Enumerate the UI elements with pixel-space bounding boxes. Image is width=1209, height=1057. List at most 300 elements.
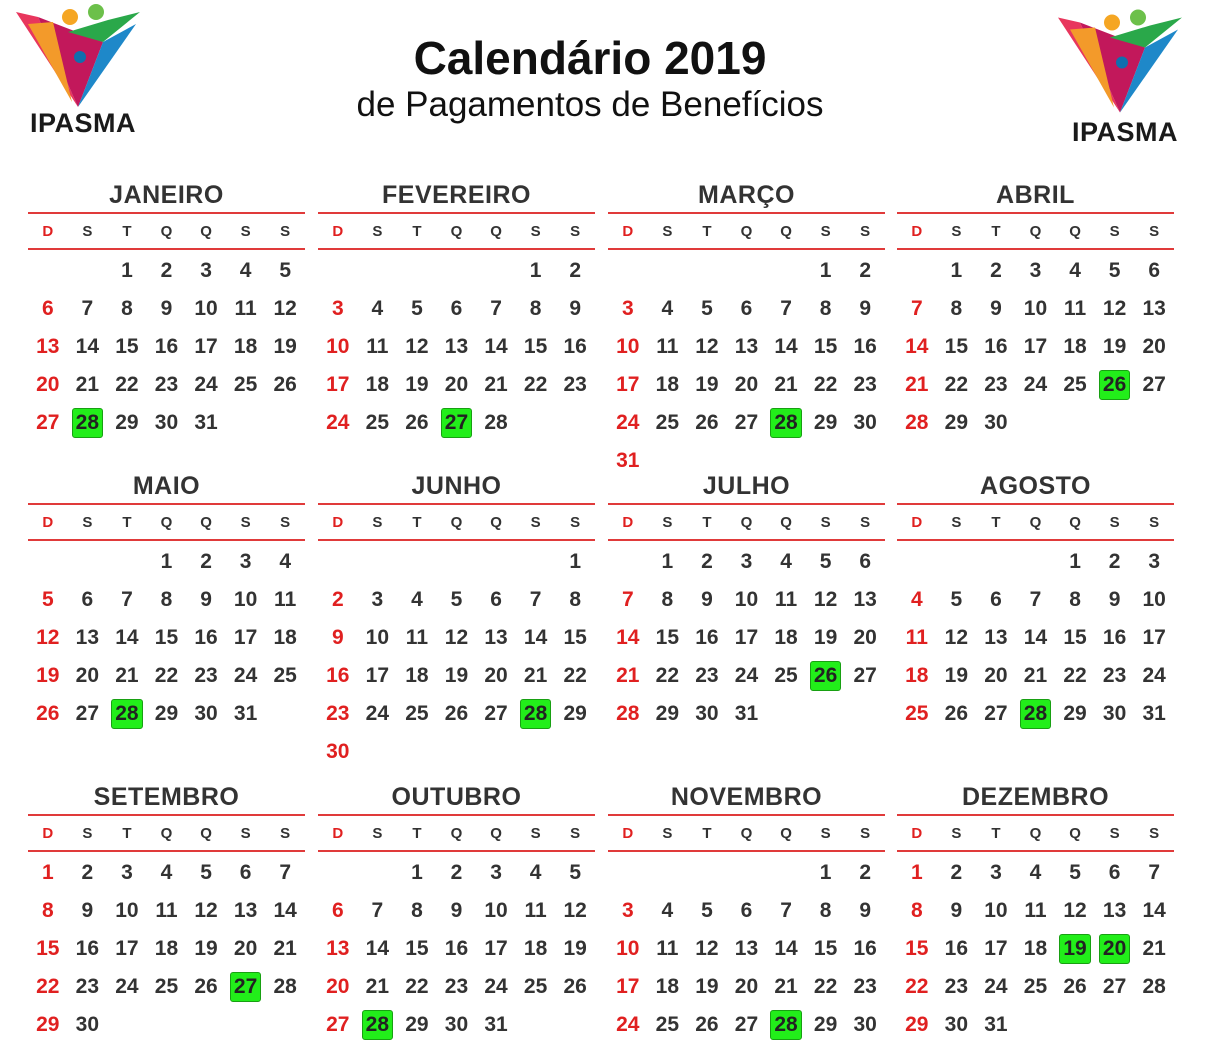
- day-number: 18: [1063, 335, 1087, 358]
- calendar-day: [897, 695, 937, 733]
- calendar-day: [976, 1006, 1016, 1044]
- calendar-day: [147, 252, 187, 290]
- calendar-day: [845, 366, 885, 404]
- calendar-day: [1016, 968, 1056, 1006]
- day-number: 2: [859, 861, 871, 884]
- day-number: 11: [234, 297, 257, 320]
- day-number: 28: [111, 699, 142, 729]
- day-number: 25: [655, 1013, 680, 1036]
- calendar-day: [555, 968, 595, 1006]
- calendar-day: [1095, 290, 1135, 328]
- weekday-label: S: [860, 513, 871, 531]
- weekday-label: D: [332, 824, 344, 842]
- calendar-day: [976, 695, 1016, 733]
- day-number: 23: [444, 975, 469, 998]
- weekday-label: D: [622, 824, 634, 842]
- day-number: 28: [905, 411, 929, 434]
- day-number: 27: [1142, 373, 1166, 396]
- calendar-day: [976, 290, 1016, 328]
- day-empty: [687, 854, 727, 892]
- day-number: 16: [944, 937, 969, 960]
- day-number: 3: [331, 297, 344, 320]
- day-number: 14: [484, 335, 508, 358]
- day-number: 29: [1063, 702, 1087, 725]
- calendar-day: [226, 328, 266, 366]
- day-empty: [897, 252, 937, 290]
- weekday-label: Q: [200, 222, 212, 240]
- calendar-day: [318, 695, 358, 733]
- calendar-day: [358, 366, 398, 404]
- weekday-label: S: [1149, 824, 1160, 842]
- calendar-day: [1095, 695, 1135, 733]
- day-empty: [437, 543, 477, 581]
- day-number: 26: [405, 411, 429, 434]
- weekday-label: Q: [160, 222, 173, 240]
- day-number: 16: [326, 664, 350, 687]
- day-number: 15: [813, 937, 838, 960]
- day-number: 21: [1023, 664, 1048, 687]
- day-grid: [608, 250, 885, 480]
- calendar-day: [358, 968, 398, 1006]
- day-number: 31: [984, 1013, 1008, 1036]
- calendar-day: [555, 657, 595, 695]
- day-number: 22: [115, 373, 139, 396]
- calendar-day: [1134, 543, 1174, 581]
- calendar-day: [976, 328, 1016, 366]
- day-number: 18: [905, 664, 929, 687]
- day-number: 7: [780, 899, 792, 922]
- day-number: 22: [1063, 664, 1087, 687]
- month-calendar: [318, 178, 595, 442]
- calendar-day: [727, 619, 767, 657]
- calendar-day: [976, 366, 1016, 404]
- weekday-label: S: [662, 513, 673, 531]
- day-number: 19: [695, 373, 719, 396]
- weekday-label: D: [332, 222, 344, 240]
- day-number: 15: [36, 937, 60, 960]
- day-number: 10: [734, 588, 759, 611]
- day-number: 19: [444, 664, 469, 687]
- calendar-day: [437, 328, 477, 366]
- day-number: 28: [770, 1010, 801, 1040]
- weekday-label: T: [122, 513, 132, 531]
- calendar-day: [147, 543, 187, 581]
- calendar-day: [648, 581, 688, 619]
- calendar-day: [397, 404, 437, 442]
- day-number: 2: [200, 550, 212, 573]
- calendar-day: [226, 581, 266, 619]
- day-number: 18: [655, 373, 680, 396]
- weekday-header: [897, 505, 1174, 539]
- weekday-label: Q: [740, 824, 753, 842]
- weekday-label: T: [412, 824, 422, 842]
- calendar-day: [265, 543, 305, 581]
- weekday-label: Q: [780, 222, 792, 240]
- day-number: 3: [200, 259, 212, 282]
- weekday-label: S: [662, 824, 673, 842]
- day-number: 29: [944, 411, 969, 434]
- calendar-day: [107, 854, 147, 892]
- calendar-day: [1134, 892, 1174, 930]
- weekday-label: D: [622, 222, 634, 240]
- calendar-day: [727, 328, 767, 366]
- weekday-label: S: [860, 222, 871, 240]
- calendar-day: [1055, 892, 1095, 930]
- calendar-day: [687, 930, 727, 968]
- calendar-day: [68, 695, 108, 733]
- day-number: 27: [36, 411, 60, 434]
- day-grid: [28, 250, 305, 442]
- weekday-label: S: [1109, 824, 1120, 842]
- calendar-day: [976, 892, 1016, 930]
- day-number: 24: [616, 411, 640, 434]
- day-number: 6: [81, 588, 94, 611]
- weekday-label: S: [372, 824, 383, 842]
- calendar-day: [555, 619, 595, 657]
- day-number: 6: [990, 588, 1002, 611]
- day-number: 6: [41, 297, 54, 320]
- day-number: 16: [194, 626, 218, 649]
- calendar-day: [318, 581, 358, 619]
- day-number: 16: [853, 937, 877, 960]
- day-number: 12: [695, 937, 719, 960]
- calendar-day: [358, 328, 398, 366]
- day-number: 21: [523, 664, 548, 687]
- day-number: 27: [734, 1013, 759, 1036]
- day-number: 1: [529, 259, 542, 282]
- day-number: 22: [813, 373, 838, 396]
- calendar-day: [476, 892, 516, 930]
- day-number: 16: [1102, 626, 1127, 649]
- day-number: 12: [813, 588, 838, 611]
- calendar-day: [727, 968, 767, 1006]
- day-number: 6: [239, 861, 252, 884]
- day-number: 19: [944, 664, 969, 687]
- page-title: Calendário 2019: [413, 32, 767, 84]
- day-number: 14: [1142, 899, 1166, 922]
- calendar-day: [265, 892, 305, 930]
- day-number: 16: [444, 937, 469, 960]
- day-number: 23: [1102, 664, 1127, 687]
- day-number: 3: [121, 861, 133, 884]
- day-number: 15: [1063, 626, 1087, 649]
- day-number: 5: [701, 297, 713, 320]
- day-empty: [976, 543, 1016, 581]
- day-number: 13: [444, 335, 469, 358]
- day-number: 3: [239, 550, 252, 573]
- day-number: 28: [1142, 975, 1166, 998]
- calendar-day: [1134, 968, 1174, 1006]
- calendar-day: [107, 657, 147, 695]
- day-number: 9: [331, 626, 344, 649]
- day-empty: [28, 252, 68, 290]
- logo-text: IPASMA: [29, 108, 136, 138]
- day-empty: [516, 543, 556, 581]
- weekday-label: S: [240, 513, 251, 531]
- day-number: 13: [734, 335, 759, 358]
- payment-day: [1016, 695, 1056, 733]
- calendar-day: [397, 657, 437, 695]
- day-number: 23: [944, 975, 969, 998]
- month-name: DEZEMBRO: [961, 783, 1110, 811]
- calendar-day: [265, 854, 305, 892]
- day-grid: [608, 541, 885, 733]
- weekday-label: T: [702, 513, 712, 531]
- calendar-day: [28, 657, 68, 695]
- calendar-day: [806, 404, 846, 442]
- day-number: 19: [695, 975, 719, 998]
- weekday-label: Q: [740, 513, 753, 531]
- day-number: 15: [154, 626, 179, 649]
- day-number: 22: [813, 975, 838, 998]
- calendar-day: [687, 968, 727, 1006]
- day-empty: [727, 252, 767, 290]
- day-number: 8: [160, 588, 173, 611]
- calendar-day: [68, 1006, 108, 1044]
- weekday-label: Q: [1029, 824, 1042, 842]
- day-number: 24: [984, 975, 1008, 998]
- calendar-day: [845, 543, 885, 581]
- day-number: 15: [813, 335, 838, 358]
- calendar-day: [937, 328, 977, 366]
- weekday-label: Q: [740, 222, 753, 240]
- day-number: 20: [853, 626, 877, 649]
- weekday-label: S: [1109, 222, 1120, 240]
- day-number: 18: [365, 373, 390, 396]
- day-grid: [318, 541, 595, 771]
- calendar-day: [806, 619, 846, 657]
- calendar-day: [437, 657, 477, 695]
- day-number: 4: [661, 297, 674, 320]
- day-number: 20: [484, 664, 508, 687]
- day-number: 1: [819, 259, 832, 282]
- calendar-day: [516, 657, 556, 695]
- payment-day: [806, 657, 846, 695]
- day-number: 20: [233, 937, 258, 960]
- calendar-day: [1134, 581, 1174, 619]
- weekday-label: T: [122, 222, 132, 240]
- calendar-day: [766, 366, 806, 404]
- calendar-day: [28, 930, 68, 968]
- day-number: 9: [859, 899, 871, 922]
- calendar-day: [358, 695, 398, 733]
- calendar-day: [976, 404, 1016, 442]
- day-number: 14: [905, 335, 929, 358]
- calendar-day: [608, 404, 648, 442]
- day-number: 24: [194, 373, 218, 396]
- day-number: 21: [75, 373, 100, 396]
- calendar-day: [608, 328, 648, 366]
- calendar-day: [147, 892, 187, 930]
- month-calendar: [608, 469, 885, 733]
- month-name: MAIO: [132, 472, 201, 500]
- calendar-day: [555, 543, 595, 581]
- day-number: 13: [734, 937, 759, 960]
- calendar-day: [555, 854, 595, 892]
- calendar-day: [68, 854, 108, 892]
- calendar-day: [68, 968, 108, 1006]
- calendar-day: [766, 892, 806, 930]
- month-name: JANEIRO: [109, 181, 224, 209]
- calendar-day: [186, 968, 226, 1006]
- calendar-day: [516, 252, 556, 290]
- calendar-day: [68, 328, 108, 366]
- day-number: 29: [405, 1013, 429, 1036]
- calendar-day: [766, 581, 806, 619]
- month-name: ABRIL: [996, 181, 1075, 209]
- weekday-label: T: [991, 824, 1001, 842]
- calendar-day: [897, 366, 937, 404]
- day-number: 8: [819, 899, 832, 922]
- calendar-day: [437, 968, 477, 1006]
- payment-day: [766, 1006, 806, 1044]
- calendar-day: [845, 290, 885, 328]
- day-number: 17: [984, 937, 1008, 960]
- calendar-day: [265, 581, 305, 619]
- calendar-day: [28, 1006, 68, 1044]
- calendar-day: [555, 252, 595, 290]
- day-number: 24: [365, 702, 390, 725]
- calendar-day: [516, 290, 556, 328]
- calendar-day: [147, 328, 187, 366]
- weekday-label: T: [702, 222, 712, 240]
- day-empty: [727, 854, 767, 892]
- day-number: 17: [194, 335, 218, 358]
- day-number: 19: [194, 937, 218, 960]
- calendar-day: [1055, 581, 1095, 619]
- weekday-label: S: [372, 222, 383, 240]
- day-number: 5: [411, 297, 423, 320]
- calendar-day: [186, 404, 226, 442]
- calendar-day: [358, 290, 398, 328]
- day-grid: [897, 250, 1174, 442]
- day-number: 10: [194, 297, 218, 320]
- day-number: 4: [529, 861, 542, 884]
- calendar-day: [608, 892, 648, 930]
- calendar-day: [727, 404, 767, 442]
- day-number: 13: [1142, 297, 1166, 320]
- day-number: 2: [331, 588, 344, 611]
- calendar-day: [976, 930, 1016, 968]
- day-number: 20: [1099, 934, 1130, 964]
- calendar-day: [806, 854, 846, 892]
- weekday-label: Q: [490, 222, 502, 240]
- weekday-label: D: [42, 513, 54, 531]
- calendar-day: [147, 404, 187, 442]
- day-number: 19: [1059, 934, 1090, 964]
- calendar-day: [845, 930, 885, 968]
- weekday-label: Q: [450, 513, 463, 531]
- calendar-day: [516, 968, 556, 1006]
- calendar-day: [107, 930, 147, 968]
- day-number: 6: [859, 550, 871, 573]
- day-number: 19: [563, 937, 587, 960]
- weekday-label: S: [1149, 222, 1160, 240]
- day-number: 31: [1142, 702, 1166, 725]
- calendar-day: [897, 968, 937, 1006]
- calendar-day: [845, 581, 885, 619]
- calendar-day: [845, 657, 885, 695]
- calendar-day: [265, 328, 305, 366]
- weekday-label: S: [530, 513, 541, 531]
- day-number: 16: [695, 626, 719, 649]
- calendar-day: [28, 366, 68, 404]
- day-number: 4: [661, 899, 674, 922]
- day-number: 31: [233, 702, 258, 725]
- calendar-day: [727, 930, 767, 968]
- day-number: 23: [853, 975, 877, 998]
- day-number: 16: [75, 937, 100, 960]
- calendar-day: [516, 366, 556, 404]
- day-number: 24: [616, 1013, 640, 1036]
- calendar-day: [727, 892, 767, 930]
- day-number: 27: [484, 702, 508, 725]
- calendar-day: [358, 892, 398, 930]
- calendar-day: [318, 328, 358, 366]
- weekday-label: Q: [1069, 513, 1081, 531]
- day-number: 18: [405, 664, 429, 687]
- day-number: 30: [326, 740, 350, 763]
- day-empty: [648, 252, 688, 290]
- day-number: 9: [950, 899, 963, 922]
- day-number: 28: [616, 702, 640, 725]
- day-number: 30: [984, 411, 1008, 434]
- weekday-header: [608, 816, 885, 850]
- page-subtitle: de Pagamentos de Benefícios: [356, 85, 824, 124]
- weekday-label: Q: [1029, 222, 1042, 240]
- day-number: 25: [905, 702, 929, 725]
- day-number: 8: [661, 588, 674, 611]
- day-number: 7: [621, 588, 634, 611]
- day-number: 15: [563, 626, 587, 649]
- calendar-day: [608, 657, 648, 695]
- calendar-day: [648, 968, 688, 1006]
- month-calendar: [318, 469, 595, 771]
- day-number: 7: [529, 588, 542, 611]
- calendar-day: [1016, 328, 1056, 366]
- calendar-day: [937, 290, 977, 328]
- day-number: 14: [616, 626, 640, 649]
- day-number: 4: [411, 588, 423, 611]
- weekday-label: D: [911, 824, 923, 842]
- calendar-day: [806, 290, 846, 328]
- weekday-label: T: [412, 513, 422, 531]
- day-number: 8: [950, 297, 963, 320]
- day-number: 9: [1108, 588, 1121, 611]
- day-number: 28: [362, 1010, 393, 1040]
- day-number: 5: [950, 588, 963, 611]
- day-number: 14: [75, 335, 100, 358]
- weekday-label: D: [911, 222, 923, 240]
- day-number: 24: [1023, 373, 1048, 396]
- calendar-day: [727, 657, 767, 695]
- day-number: 22: [405, 975, 429, 998]
- day-number: 1: [661, 550, 674, 573]
- calendar-day: [186, 930, 226, 968]
- calendar-day: [28, 854, 68, 892]
- day-number: 25: [273, 664, 297, 687]
- calendar-day: [318, 619, 358, 657]
- calendar-day: [897, 657, 937, 695]
- day-number: 10: [1142, 588, 1166, 611]
- day-number: 6: [740, 899, 753, 922]
- day-empty: [897, 543, 937, 581]
- day-empty: [318, 252, 358, 290]
- day-number: 20: [734, 975, 759, 998]
- calendar-day: [687, 619, 727, 657]
- calendar-day: [555, 930, 595, 968]
- day-number: 7: [780, 297, 792, 320]
